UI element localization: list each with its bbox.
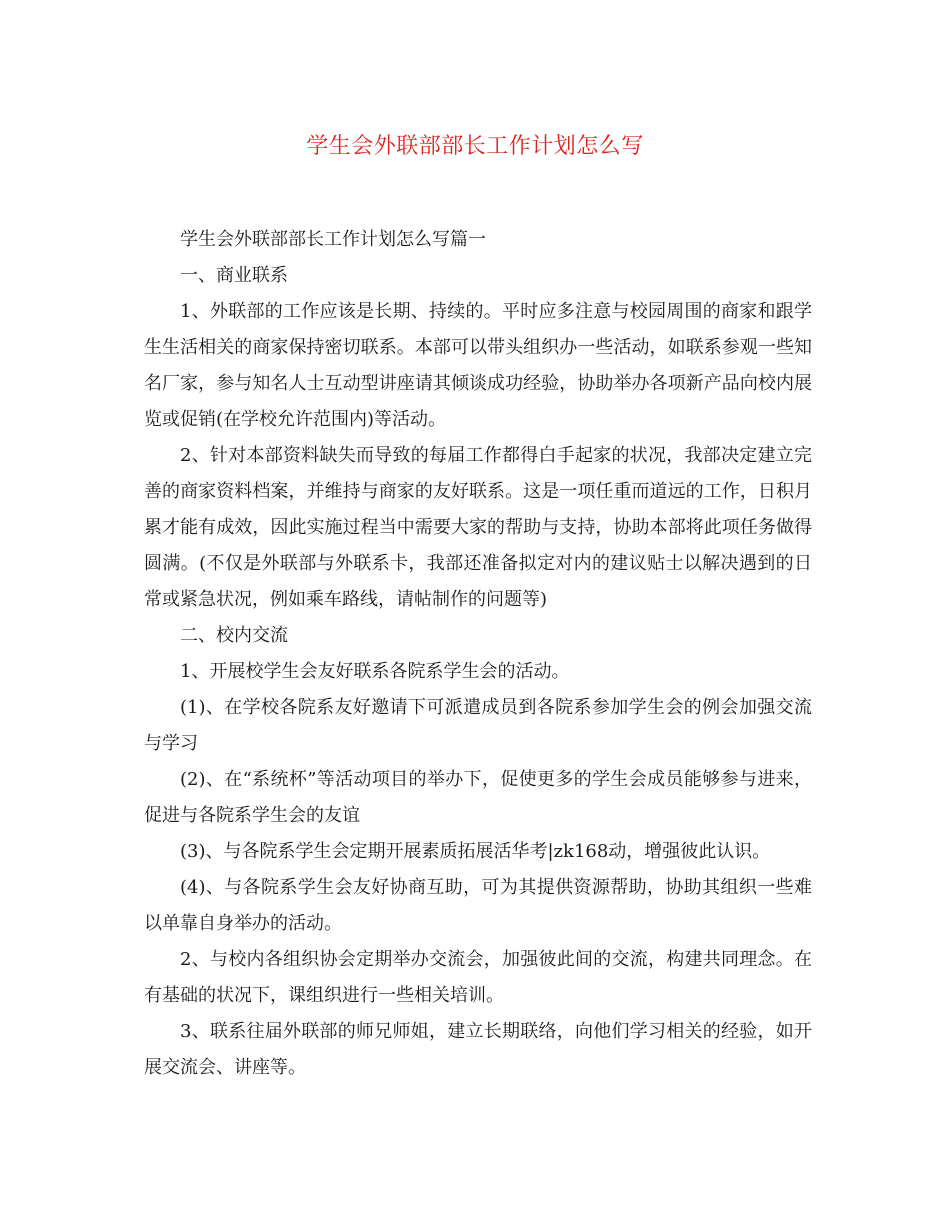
paragraph: 1、开展校学生会友好联系各院系学生会的活动。 <box>180 661 570 682</box>
paragraph: (3)、与各院系学生会定期开展素质拓展活华考|zk168动，增强彼此认识。 <box>180 841 771 862</box>
paragraph: 学生会外联部部长工作计划怎么写篇一 <box>180 229 486 250</box>
paragraph: 3、联系往届外联部的师兄师姐，建立长期联络，向他们学习相关的经验，如开展交流会、讲座等。 <box>144 1021 812 1078</box>
document-title: 学生会外联部部长工作计划怎么写 <box>306 134 644 159</box>
paragraph: 一、商业联系 <box>180 265 288 286</box>
paragraph: (4)、与各院系学生会友好协商互助，可为其提供资源帮助，协助其组织一些难以单靠自身举办的活动。 <box>144 877 812 934</box>
paragraph: (2)、在“系统杯”等活动项目的举办下，促使更多的学生会成员能够参与进来，促进与各院系学生会的友谊 <box>144 769 812 826</box>
paragraph: (1)、在学校各院系友好邀请下可派遣成员到各院系参加学生会的例会加强交流与学习 <box>144 697 812 754</box>
document-body <box>144 222 812 1086</box>
paragraph: 2、与校内各组织协会定期举办交流会，加强彼此间的交流，构建共同理念。在有基础的状况下，课组织进行一些相关培训。 <box>144 949 812 1006</box>
paragraph: 1、外联部的工作应该是长期、持续的。平时应多注意与校园周围的商家和跟学生生活相关的商家保持密切联系。本部可以带头组织办一些活动，如联系参观一些知名厂家，参与知名人士互动型讲座请其倾谈成功经验，协助举办各项新产品向校内展览或促销(在学校允许范围内)等活动。 <box>144 301 812 430</box>
paragraph: 2、针对本部资料缺失而导致的每届工作都得白手起家的状况，我部决定建立完善的商家资料档案，并维持与商家的友好联系。这是一项任重而道远的工作，日积月累才能有成效，因此实施过程当中需要大家的帮助与支持，协助本部将此项任务做得圆满。(不仅是外联部与外联系卡，我部还准备拟定对内的建议贴士以解决遇到的日常或紧急状况，例如乘车路线，请帖制作的问题等) <box>144 445 812 610</box>
paragraph: 二、校内交流 <box>180 625 288 646</box>
